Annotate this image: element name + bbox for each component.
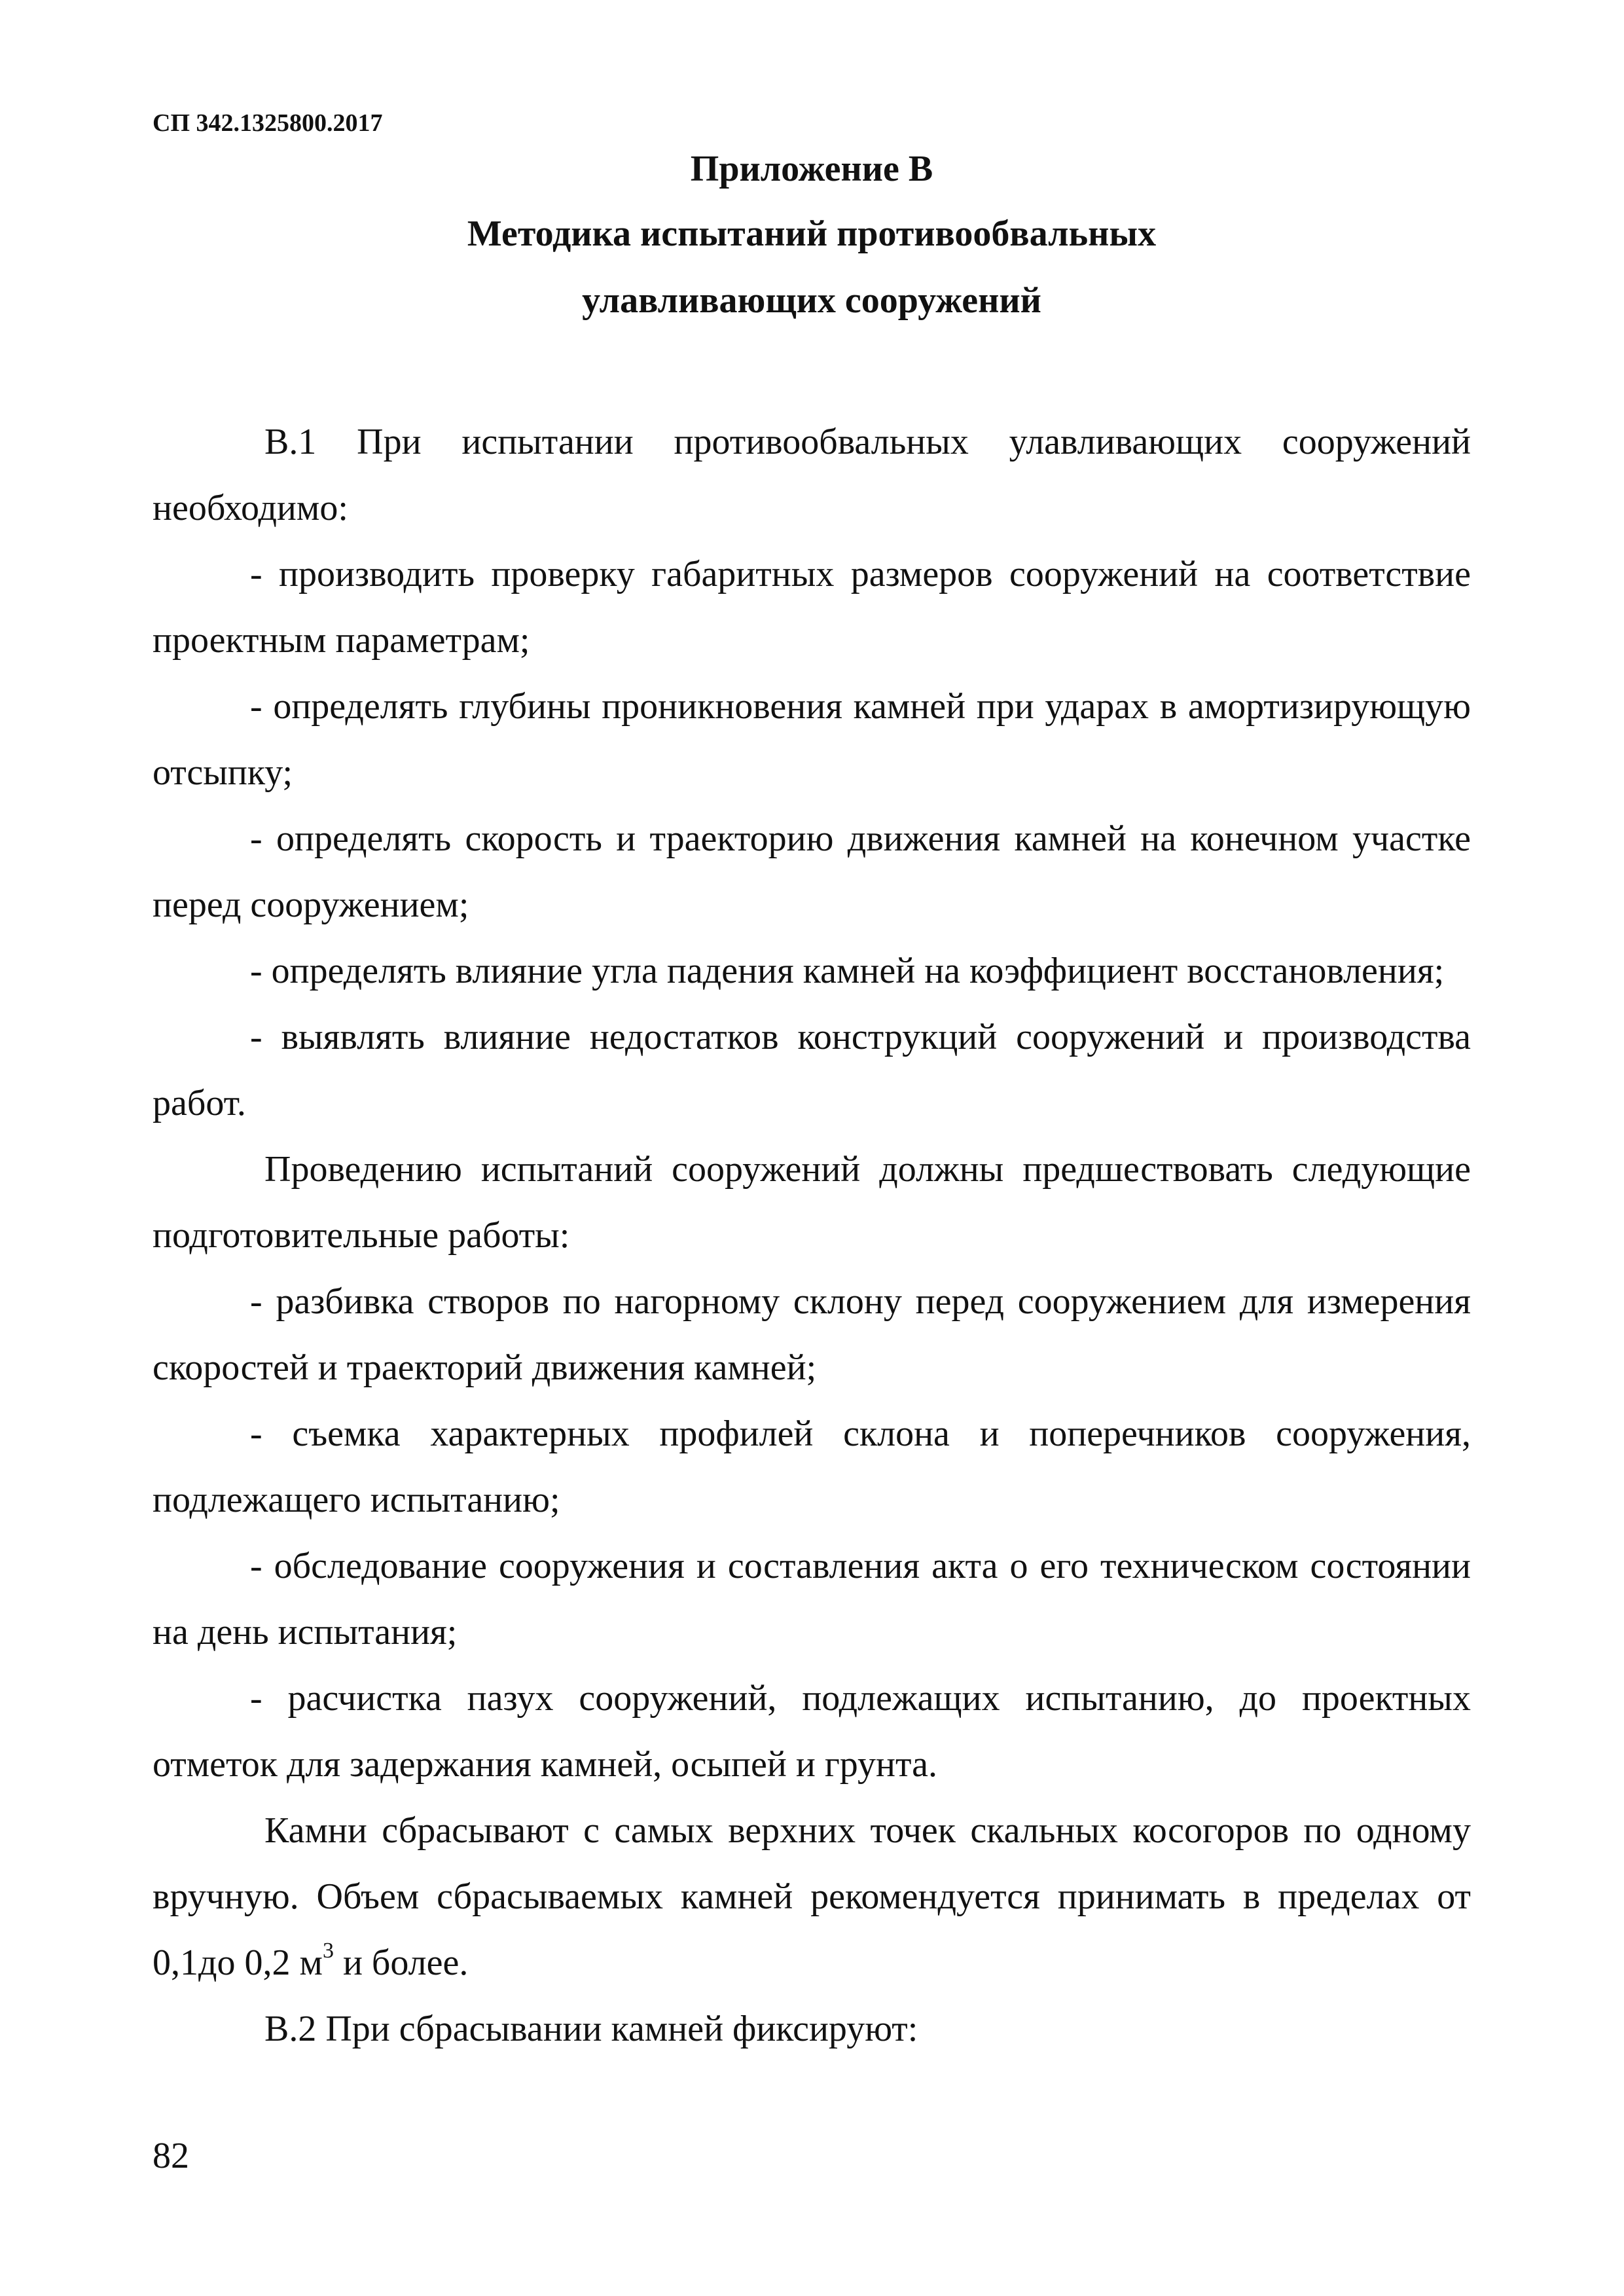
- paragraph-b2: В.2 При сбрасывании камней фиксируют:: [264, 2009, 918, 2049]
- list-item: - съемка характерных профилей склона и поперечников сооружения, подлежащего испытанию;: [153, 1413, 1471, 1520]
- list-item: - определять скорость и траекторию движения камней на конечном участке перед сооружением;: [153, 818, 1471, 925]
- list-item: - расчистка пазух сооружений, подлежащих испытанию, до проектных отметок для задержания камней, осыпей и грунта.: [153, 1678, 1471, 1785]
- list-item: - определять глубины проникновения камней при ударах в амортизирующую отсыпку;: [153, 686, 1471, 793]
- list-item: - выявлять влияние недостатков конструкций сооружений и производства работ.: [153, 1017, 1471, 1123]
- paragraph-stones-end: и более.: [333, 1942, 469, 1983]
- list-item: - разбивка створов по нагорному склону перед сооружением для измерения скоростей и траекторий движения камней;: [153, 1281, 1471, 1388]
- document-code: СП 342.1325800.2017: [153, 109, 383, 137]
- superscript-exponent: 3: [322, 1939, 334, 1963]
- paragraph-stones: [153, 1798, 1471, 1996]
- list-item: - производить проверку габаритных размеров сооружений на соответствие проектным параметрам;: [153, 554, 1471, 661]
- appendix-subtitle-line2: улавливающих сооружений: [582, 280, 1041, 321]
- paragraph-stones-text: Камни сбрасывают с самых верхних точек скальных косогоров по одному вручную. Объем сбрасываемых камней рекомендуется принимать в пределах от 0,1до 0,2 м: [153, 1810, 1471, 1983]
- list-item: - обследование сооружения и составления акта о его техническом состоянии на день испытания;: [153, 1546, 1471, 1652]
- appendix-subtitle-line1: Методика испытаний противообвальных: [467, 213, 1157, 254]
- paragraph-b1: В.1 При испытании противообвальных улавливающих сооружений необходимо:: [153, 422, 1471, 528]
- list-item: - определять влияние угла падения камней на коэффициент восстановления;: [250, 951, 1445, 991]
- page-number: 82: [153, 2136, 189, 2176]
- document-body: [153, 409, 1471, 2062]
- appendix-title: Приложение В: [690, 149, 933, 189]
- paragraph-preparation: Проведению испытаний сооружений должны предшествовать следующие подготовительные работы:: [153, 1149, 1471, 1256]
